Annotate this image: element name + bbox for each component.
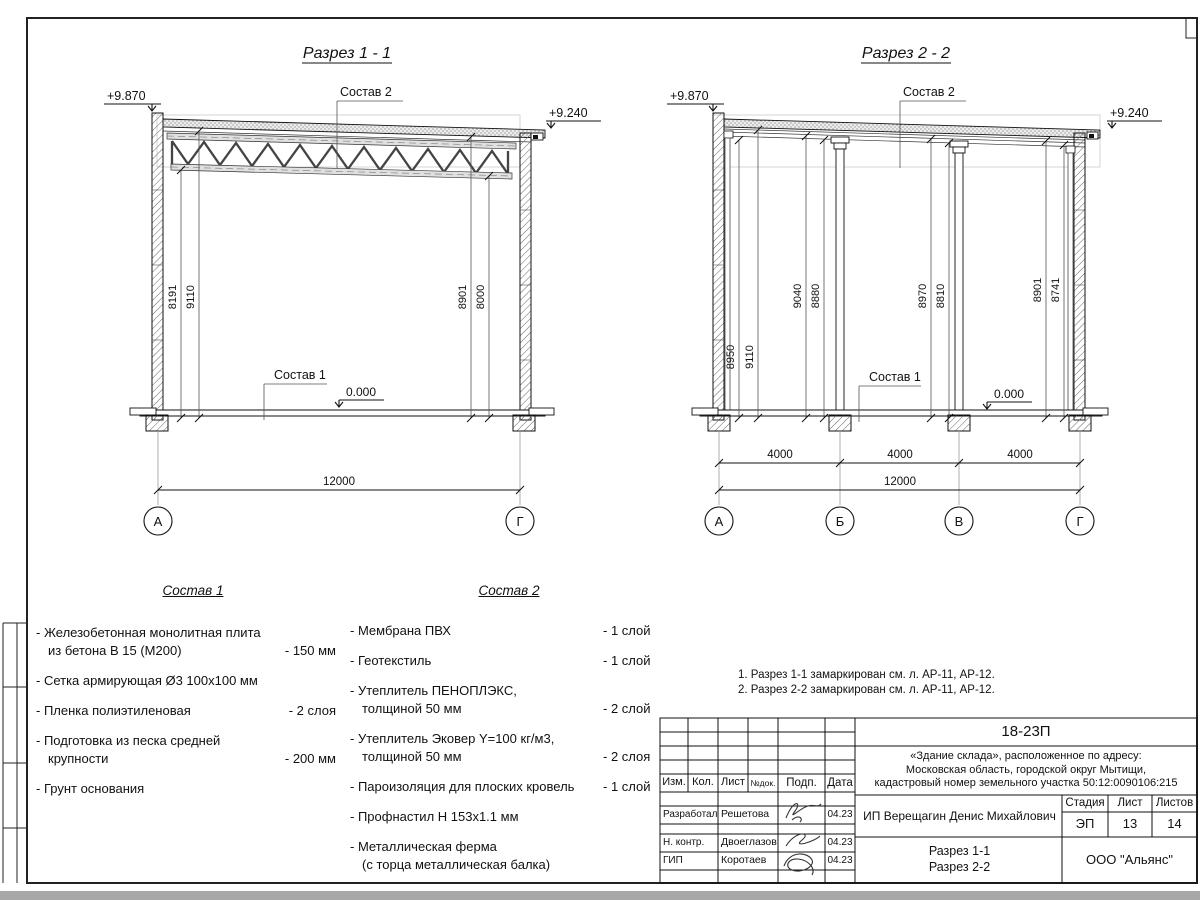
item-value: - 150 мм <box>284 643 336 658</box>
item-value: - 1 слой <box>603 779 651 794</box>
axis-label-G: Г <box>516 514 524 529</box>
section1-title: Разрез 1 - 1 <box>302 45 392 62</box>
item-text: - Железобетонная монолитная плита <box>36 625 261 640</box>
left-margin-stamp-boxes <box>3 623 27 883</box>
axis-label-V: В <box>954 514 964 529</box>
dim-4000-2: 4000 <box>887 449 913 461</box>
col-ndok: №док. <box>750 777 776 788</box>
dim-4000-1: 4000 <box>767 449 793 461</box>
notes <box>738 668 1068 697</box>
col-data: Дата <box>827 776 853 789</box>
dim-8810: 8810 <box>935 283 947 309</box>
project-line3: кадастровый номер земельного участка 50:12:0090106:215 <box>874 777 1178 790</box>
item-text: - Металлическая ферма <box>350 839 497 854</box>
sostav2-list <box>350 622 652 874</box>
axis-label-B: Б <box>835 514 845 529</box>
item-text: - Подготовка из песка средней <box>36 733 221 748</box>
col-list: Лист <box>721 776 745 789</box>
dim-8950: 8950 <box>725 344 737 370</box>
column-V <box>950 141 968 410</box>
drawing-title <box>857 837 1062 883</box>
dim-12000: 12000 <box>323 476 355 488</box>
list-item <box>350 838 652 874</box>
item-text: - Геотекстиль <box>350 653 432 668</box>
project-description <box>858 746 1194 795</box>
sheets-label: Листов <box>1155 797 1194 810</box>
item-text2: из бетона В 15 (М200) <box>48 643 182 658</box>
name-gip: Коротаев <box>721 854 767 867</box>
dim-8880: 8880 <box>810 283 822 309</box>
wall-left <box>713 113 724 420</box>
list-item <box>36 624 336 660</box>
dim-8741: 8741 <box>1050 277 1062 303</box>
signature-developed <box>780 796 824 824</box>
item-text: - Утеплитель Эковер Y=100 кг/м3, <box>350 731 555 746</box>
floor-slab <box>140 410 545 416</box>
section2-title: Разрез 2 - 2 <box>861 45 951 62</box>
callout-sostav2: Состав 2 <box>903 85 955 99</box>
role-developed: Разработал <box>663 808 718 820</box>
project-line1: «Здание склада», расположенное по адресу: <box>910 749 1142 762</box>
col-izm: Изм. <box>662 776 686 789</box>
item-value: - 200 мм <box>284 751 336 766</box>
item-text: - Пароизоляция для плоских кровель <box>350 779 575 794</box>
sheet-label: Лист <box>1117 797 1143 810</box>
sostav1-title: Состав 1 <box>162 583 224 598</box>
level-mark-left: +9.870 <box>670 89 709 103</box>
item-text: - Утеплитель ПЕНОПЛЭКС, <box>350 683 517 698</box>
name-ncontrol: Двоеглазов <box>721 836 777 849</box>
footing <box>513 415 535 431</box>
item-text: - Сетка армирующая Ø3 100х100 мм <box>36 673 258 688</box>
level-mark-left: +9.870 <box>107 89 146 103</box>
column-B <box>831 137 849 410</box>
date-ncontrol: 04.23 <box>827 836 853 848</box>
signature-gip <box>778 828 824 878</box>
note-1: 1. Разрез 1-1 замаркирован см. л. АР-11, АР-12. <box>738 669 995 681</box>
wall-right <box>520 133 531 420</box>
sheet-value: 13 <box>1122 816 1138 832</box>
item-value: - 2 слой <box>603 701 651 716</box>
list-item <box>36 702 336 720</box>
client-name: ИП Верещагин Денис Михайлович <box>863 808 1056 823</box>
col-kol: Кол. <box>692 776 714 789</box>
date-developed: 04.23 <box>827 808 853 820</box>
section-2-2-view <box>667 45 1162 535</box>
list-item <box>350 808 652 826</box>
dim-9110: 9110 <box>744 345 756 369</box>
wall-right <box>1074 133 1085 420</box>
top-right-code-box <box>1186 18 1197 38</box>
item-text2: толщиной 50 мм <box>362 749 462 764</box>
role-gip: ГИП <box>663 854 683 866</box>
role-ncontrol: Н. контр. <box>663 836 705 848</box>
sheets-value: 14 <box>1167 816 1182 832</box>
wall-left <box>152 113 163 420</box>
footing <box>948 415 970 431</box>
dim-8901: 8901 <box>457 284 469 310</box>
list-item <box>36 732 336 768</box>
project-code: 18-23П <box>1001 722 1051 740</box>
list-item <box>350 682 652 718</box>
sostav1-list <box>36 624 336 798</box>
list-item <box>36 672 336 690</box>
dim-8191: 8191 <box>167 284 179 310</box>
footing <box>708 415 730 431</box>
list-item <box>350 778 652 796</box>
roof-slab <box>724 119 1100 138</box>
item-text2: (с торца металлическая балка) <box>362 857 551 872</box>
footing <box>146 415 168 431</box>
section-1-1-view <box>104 45 601 535</box>
callout-sostav1: Состав 1 <box>274 368 326 382</box>
item-value: - 2 слоя <box>603 749 651 764</box>
axis-label-A: А <box>153 514 163 529</box>
axis-label-G: Г <box>1076 514 1084 529</box>
dim-12000: 12000 <box>884 476 916 488</box>
dim-9110: 9110 <box>185 285 197 309</box>
company-name: ООО "Альянс" <box>1086 851 1173 867</box>
dim-8901: 8901 <box>1032 277 1044 303</box>
item-text2: крупности <box>48 751 109 766</box>
item-text2: толщиной 50 мм <box>362 701 462 716</box>
list-item <box>350 652 652 670</box>
item-value: - 1 слой <box>603 623 651 638</box>
level-zero: 0.000 <box>346 385 377 399</box>
sostav2-title: Состав 2 <box>478 583 540 598</box>
level-zero: 0.000 <box>994 387 1025 401</box>
item-text: - Профнастил Н 153х1.1 мм <box>350 809 519 824</box>
list-item <box>350 622 652 640</box>
dim-9040: 9040 <box>792 283 804 309</box>
item-value: - 1 слой <box>603 653 651 668</box>
list-item <box>350 730 652 766</box>
item-text: - Пленка полиэтиленовая <box>36 703 191 718</box>
footing <box>1069 415 1091 431</box>
level-mark-right: +9.240 <box>549 106 588 120</box>
stage-value: ЭП <box>1075 816 1095 832</box>
axis-label-A: А <box>714 514 724 529</box>
dim-8000: 8000 <box>475 284 487 310</box>
level-mark-right: +9.240 <box>1110 106 1149 120</box>
project-line2: Московская область, городской округ Мытищи, <box>905 763 1147 776</box>
dim-8970: 8970 <box>917 283 929 309</box>
stage-label: Стадия <box>1065 797 1105 810</box>
item-text: - Грунт основания <box>36 781 145 796</box>
name-developed: Решетова <box>721 808 770 821</box>
callout-sostav2: Состав 2 <box>340 85 392 99</box>
dim-4000-3: 4000 <box>1007 449 1033 461</box>
list-item <box>36 780 336 798</box>
callout-sostav1: Состав 1 <box>869 370 921 384</box>
footing <box>829 415 851 431</box>
note-2: 2. Разрез 2-2 замаркирован см. л. АР-11, АР-12. <box>738 683 995 696</box>
page-bottom-edge <box>0 891 1200 900</box>
col-podp: Подп. <box>786 776 817 789</box>
date-gip: 04.23 <box>827 854 853 866</box>
item-text: - Мембрана ПВХ <box>350 623 451 638</box>
drawing-title-line1: Разрез 1-1 <box>928 844 991 859</box>
drawing-title-line2: Разрез 2-2 <box>928 860 991 874</box>
item-value: - 2 слоя <box>288 703 336 718</box>
